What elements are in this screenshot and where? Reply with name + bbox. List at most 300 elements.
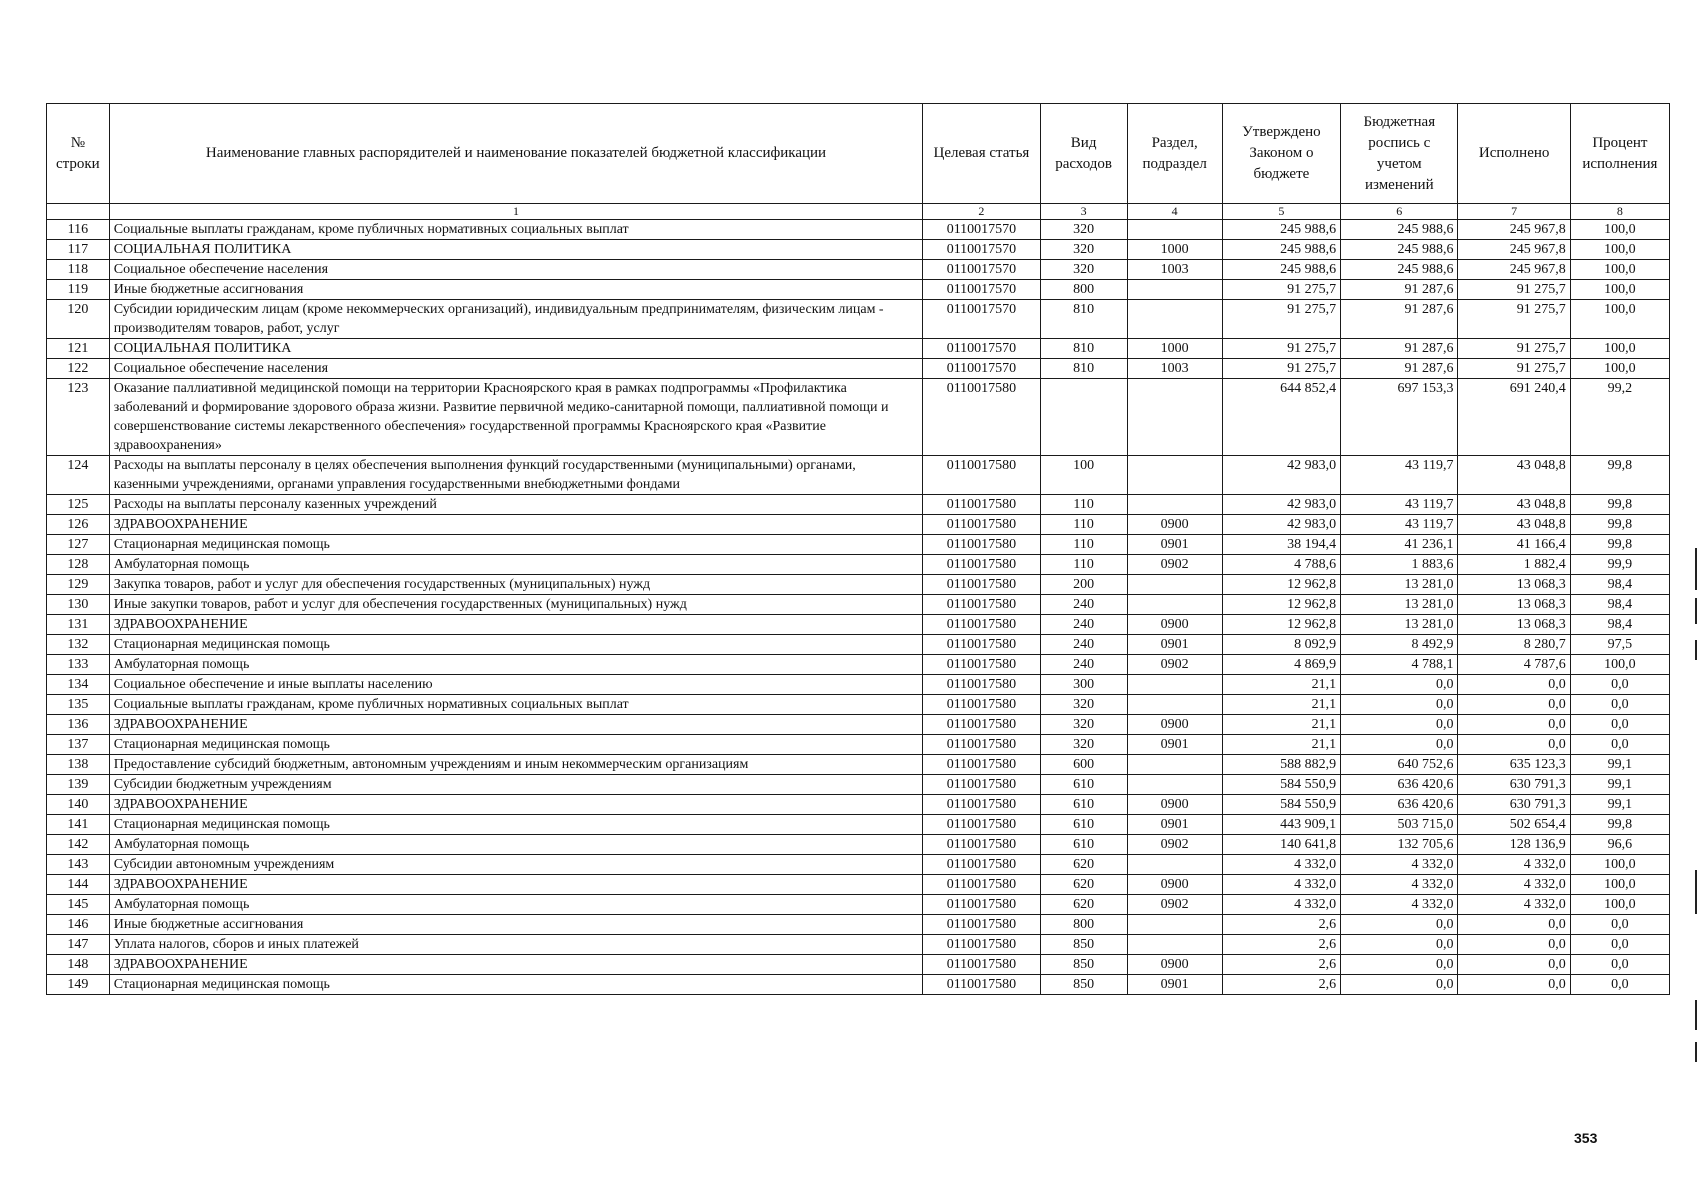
- row-section: 0900: [1127, 615, 1222, 635]
- row-number: 131: [47, 615, 110, 635]
- row-approved: 644 852,4: [1222, 379, 1340, 456]
- header-row-number: № строки: [47, 104, 110, 204]
- row-number: 138: [47, 755, 110, 775]
- row-name: Субсидии автономным учреждениям: [109, 855, 923, 875]
- row-target-article: 0110017580: [923, 875, 1040, 895]
- header-expense-type: Вид расходов: [1040, 104, 1127, 204]
- row-executed: 43 048,8: [1458, 495, 1570, 515]
- row-percent: 98,4: [1570, 595, 1669, 615]
- table-body: [47, 220, 1670, 995]
- row-executed: 13 068,3: [1458, 615, 1570, 635]
- row-target-article: 0110017580: [923, 775, 1040, 795]
- row-number: 135: [47, 695, 110, 715]
- row-target-article: 0110017580: [923, 955, 1040, 975]
- row-executed: 630 791,3: [1458, 795, 1570, 815]
- table-row: [47, 240, 1670, 260]
- row-approved: 2,6: [1222, 915, 1340, 935]
- row-target-article: 0110017580: [923, 695, 1040, 715]
- row-budget-schedule: 43 119,7: [1341, 456, 1458, 495]
- row-expense-type: 300: [1040, 675, 1127, 695]
- table-row: [47, 456, 1670, 495]
- row-number: 121: [47, 339, 110, 359]
- row-section: 0902: [1127, 655, 1222, 675]
- row-section: [1127, 755, 1222, 775]
- row-approved: 42 983,0: [1222, 456, 1340, 495]
- row-name: ЗДРАВООХРАНЕНИЕ: [109, 615, 923, 635]
- row-budget-schedule: 697 153,3: [1341, 379, 1458, 456]
- row-approved: 4 332,0: [1222, 855, 1340, 875]
- row-target-article: 0110017580: [923, 915, 1040, 935]
- budget-execution-table: [46, 103, 1670, 995]
- table-row: [47, 495, 1670, 515]
- row-executed: 13 068,3: [1458, 575, 1570, 595]
- row-executed: 245 967,8: [1458, 220, 1570, 240]
- row-approved: 588 882,9: [1222, 755, 1340, 775]
- row-target-article: 0110017580: [923, 495, 1040, 515]
- row-budget-schedule: 43 119,7: [1341, 495, 1458, 515]
- row-approved: 91 275,7: [1222, 359, 1340, 379]
- row-percent: 99,8: [1570, 535, 1669, 555]
- row-target-article: 0110017570: [923, 220, 1040, 240]
- table-row: [47, 775, 1670, 795]
- row-executed: 0,0: [1458, 935, 1570, 955]
- row-target-article: 0110017580: [923, 735, 1040, 755]
- table-row: [47, 955, 1670, 975]
- row-number: 128: [47, 555, 110, 575]
- row-budget-schedule: 132 705,6: [1341, 835, 1458, 855]
- row-executed: 128 136,9: [1458, 835, 1570, 855]
- row-name: Расходы на выплаты персоналу казенных учреждений: [109, 495, 923, 515]
- column-number: 6: [1341, 204, 1458, 220]
- row-target-article: 0110017570: [923, 339, 1040, 359]
- row-section: [1127, 695, 1222, 715]
- row-percent: 99,8: [1570, 495, 1669, 515]
- row-percent: 96,6: [1570, 835, 1669, 855]
- scan-edge-mark: [1695, 1000, 1697, 1030]
- row-percent: 100,0: [1570, 855, 1669, 875]
- row-percent: 99,1: [1570, 795, 1669, 815]
- table-row: [47, 535, 1670, 555]
- table-row: [47, 655, 1670, 675]
- row-expense-type: 320: [1040, 260, 1127, 280]
- row-percent: 100,0: [1570, 240, 1669, 260]
- table-row: [47, 595, 1670, 615]
- row-number: 142: [47, 835, 110, 855]
- row-number: 130: [47, 595, 110, 615]
- row-section: 1000: [1127, 339, 1222, 359]
- table-row: [47, 895, 1670, 915]
- row-name: Социальные выплаты гражданам, кроме публичных нормативных социальных выплат: [109, 695, 923, 715]
- row-number: 119: [47, 280, 110, 300]
- table-row: [47, 975, 1670, 995]
- row-expense-type: 610: [1040, 775, 1127, 795]
- row-executed: 91 275,7: [1458, 300, 1570, 339]
- row-name: Субсидии юридическим лицам (кроме некоммерческих организаций), индивидуальным предпринимателям, физическим лицам - производителям товаров, работ, услуг: [109, 300, 923, 339]
- row-number: 125: [47, 495, 110, 515]
- row-name: Стационарная медицинская помощь: [109, 975, 923, 995]
- table-header: [47, 104, 1670, 220]
- row-budget-schedule: 0,0: [1341, 975, 1458, 995]
- row-approved: 2,6: [1222, 975, 1340, 995]
- row-target-article: 0110017580: [923, 815, 1040, 835]
- scan-edge-mark: [1695, 1042, 1697, 1062]
- column-number: 7: [1458, 204, 1570, 220]
- row-name: Уплата налогов, сборов и иных платежей: [109, 935, 923, 955]
- table-row: [47, 755, 1670, 775]
- row-section: 0901: [1127, 975, 1222, 995]
- row-number: 145: [47, 895, 110, 915]
- header-percent: Процент исполнения: [1570, 104, 1669, 204]
- row-approved: 8 092,9: [1222, 635, 1340, 655]
- row-target-article: 0110017580: [923, 456, 1040, 495]
- row-number: 146: [47, 915, 110, 935]
- row-name: Амбулаторная помощь: [109, 655, 923, 675]
- row-executed: 91 275,7: [1458, 359, 1570, 379]
- row-percent: 100,0: [1570, 300, 1669, 339]
- row-name: Субсидии бюджетным учреждениям: [109, 775, 923, 795]
- row-percent: 0,0: [1570, 975, 1669, 995]
- row-name: Социальные выплаты гражданам, кроме публичных нормативных социальных выплат: [109, 220, 923, 240]
- row-section: [1127, 595, 1222, 615]
- row-target-article: 0110017580: [923, 615, 1040, 635]
- row-expense-type: 240: [1040, 595, 1127, 615]
- column-number: 5: [1222, 204, 1340, 220]
- row-name: ЗДРАВООХРАНЕНИЕ: [109, 875, 923, 895]
- row-target-article: 0110017580: [923, 715, 1040, 735]
- row-target-article: 0110017570: [923, 300, 1040, 339]
- table-row: [47, 675, 1670, 695]
- row-target-article: 0110017580: [923, 835, 1040, 855]
- header-executed: Исполнено: [1458, 104, 1570, 204]
- row-executed: 1 882,4: [1458, 555, 1570, 575]
- row-executed: 691 240,4: [1458, 379, 1570, 456]
- header-section: Раздел, подраздел: [1127, 104, 1222, 204]
- row-budget-schedule: 245 988,6: [1341, 260, 1458, 280]
- row-percent: 99,8: [1570, 815, 1669, 835]
- row-budget-schedule: 0,0: [1341, 915, 1458, 935]
- row-approved: 38 194,4: [1222, 535, 1340, 555]
- row-percent: 0,0: [1570, 715, 1669, 735]
- row-budget-schedule: 0,0: [1341, 935, 1458, 955]
- row-name: Предоставление субсидий бюджетным, автономным учреждениям и иным некоммерческим организациям: [109, 755, 923, 775]
- column-number: 2: [923, 204, 1040, 220]
- row-executed: 635 123,3: [1458, 755, 1570, 775]
- row-approved: 140 641,8: [1222, 835, 1340, 855]
- row-executed: 4 332,0: [1458, 855, 1570, 875]
- row-name: Оказание паллиативной медицинской помощи на территории Красноярского края в рамках подпрограммы «Профилактика заболеваний и формирование здорового образа жизни. Развитие первичной медико-санитарной помощи, паллиативной помощи и совершенствование системы лекарственного обеспечения» государственной программы Красноярского края «Развитие здравоохранения»: [109, 379, 923, 456]
- row-number: 136: [47, 715, 110, 735]
- row-executed: 13 068,3: [1458, 595, 1570, 615]
- row-approved: 42 983,0: [1222, 515, 1340, 535]
- row-budget-schedule: 0,0: [1341, 735, 1458, 755]
- row-percent: 99,2: [1570, 379, 1669, 456]
- row-budget-schedule: 13 281,0: [1341, 595, 1458, 615]
- row-section: [1127, 379, 1222, 456]
- row-executed: 43 048,8: [1458, 515, 1570, 535]
- row-expense-type: 240: [1040, 615, 1127, 635]
- row-percent: 100,0: [1570, 655, 1669, 675]
- row-name: Иные бюджетные ассигнования: [109, 280, 923, 300]
- row-name: Стационарная медицинская помощь: [109, 815, 923, 835]
- header-target-article: Целевая статья: [923, 104, 1040, 204]
- row-name: СОЦИАЛЬНАЯ ПОЛИТИКА: [109, 240, 923, 260]
- row-budget-schedule: 636 420,6: [1341, 795, 1458, 815]
- row-percent: 98,4: [1570, 575, 1669, 595]
- row-number: 137: [47, 735, 110, 755]
- row-budget-schedule: 245 988,6: [1341, 220, 1458, 240]
- row-budget-schedule: 0,0: [1341, 955, 1458, 975]
- row-target-article: 0110017580: [923, 795, 1040, 815]
- row-budget-schedule: 0,0: [1341, 675, 1458, 695]
- row-percent: 98,4: [1570, 615, 1669, 635]
- row-expense-type: 320: [1040, 715, 1127, 735]
- row-number: 141: [47, 815, 110, 835]
- row-name: Стационарная медицинская помощь: [109, 735, 923, 755]
- row-executed: 0,0: [1458, 715, 1570, 735]
- row-number: 117: [47, 240, 110, 260]
- row-expense-type: 100: [1040, 456, 1127, 495]
- row-section: [1127, 300, 1222, 339]
- row-percent: 0,0: [1570, 955, 1669, 975]
- row-approved: 12 962,8: [1222, 575, 1340, 595]
- row-executed: 0,0: [1458, 955, 1570, 975]
- row-percent: 0,0: [1570, 935, 1669, 955]
- row-target-article: 0110017580: [923, 515, 1040, 535]
- row-budget-schedule: 503 715,0: [1341, 815, 1458, 835]
- row-approved: 21,1: [1222, 695, 1340, 715]
- row-budget-schedule: 91 287,6: [1341, 300, 1458, 339]
- row-expense-type: 850: [1040, 975, 1127, 995]
- row-target-article: 0110017580: [923, 575, 1040, 595]
- row-approved: 245 988,6: [1222, 220, 1340, 240]
- header-name: Наименование главных распорядителей и наименование показателей бюджетной классификации: [109, 104, 923, 204]
- row-name: Социальное обеспечение населения: [109, 260, 923, 280]
- row-target-article: 0110017580: [923, 675, 1040, 695]
- row-approved: 584 550,9: [1222, 775, 1340, 795]
- row-section: 0900: [1127, 875, 1222, 895]
- row-approved: 4 332,0: [1222, 895, 1340, 915]
- row-percent: 0,0: [1570, 915, 1669, 935]
- row-expense-type: 240: [1040, 655, 1127, 675]
- row-approved: 21,1: [1222, 735, 1340, 755]
- row-name: Стационарная медицинская помощь: [109, 635, 923, 655]
- row-number: 140: [47, 795, 110, 815]
- row-approved: 4 869,9: [1222, 655, 1340, 675]
- table-row: [47, 515, 1670, 535]
- row-expense-type: 810: [1040, 339, 1127, 359]
- row-section: [1127, 935, 1222, 955]
- row-section: 1003: [1127, 260, 1222, 280]
- row-expense-type: 200: [1040, 575, 1127, 595]
- table-row: [47, 855, 1670, 875]
- row-approved: 21,1: [1222, 675, 1340, 695]
- row-name: Стационарная медицинская помощь: [109, 535, 923, 555]
- row-number: 147: [47, 935, 110, 955]
- row-number: 148: [47, 955, 110, 975]
- row-approved: 443 909,1: [1222, 815, 1340, 835]
- row-approved: 4 788,6: [1222, 555, 1340, 575]
- row-expense-type: 320: [1040, 735, 1127, 755]
- header-approved: Утверждено Законом о бюджете: [1222, 104, 1340, 204]
- row-name: СОЦИАЛЬНАЯ ПОЛИТИКА: [109, 339, 923, 359]
- row-section: [1127, 775, 1222, 795]
- row-executed: 0,0: [1458, 735, 1570, 755]
- row-percent: 97,5: [1570, 635, 1669, 655]
- row-target-article: 0110017580: [923, 895, 1040, 915]
- row-section: 0901: [1127, 635, 1222, 655]
- row-percent: 100,0: [1570, 260, 1669, 280]
- row-approved: 12 962,8: [1222, 595, 1340, 615]
- row-approved: 12 962,8: [1222, 615, 1340, 635]
- row-number: 139: [47, 775, 110, 795]
- row-expense-type: 800: [1040, 915, 1127, 935]
- column-number: 1: [109, 204, 923, 220]
- row-expense-type: 110: [1040, 495, 1127, 515]
- row-expense-type: 610: [1040, 835, 1127, 855]
- table-row: [47, 715, 1670, 735]
- row-budget-schedule: 1 883,6: [1341, 555, 1458, 575]
- table-row: [47, 735, 1670, 755]
- row-section: [1127, 280, 1222, 300]
- row-number: 143: [47, 855, 110, 875]
- row-target-article: 0110017580: [923, 635, 1040, 655]
- row-executed: 630 791,3: [1458, 775, 1570, 795]
- row-expense-type: 240: [1040, 635, 1127, 655]
- row-approved: 245 988,6: [1222, 240, 1340, 260]
- row-executed: 0,0: [1458, 675, 1570, 695]
- row-budget-schedule: 0,0: [1341, 715, 1458, 735]
- row-executed: 91 275,7: [1458, 339, 1570, 359]
- row-expense-type: 620: [1040, 855, 1127, 875]
- row-section: 0900: [1127, 515, 1222, 535]
- row-target-article: 0110017570: [923, 260, 1040, 280]
- scan-edge-mark: [1695, 548, 1697, 590]
- row-section: 0902: [1127, 895, 1222, 915]
- row-section: [1127, 220, 1222, 240]
- row-expense-type: 110: [1040, 535, 1127, 555]
- row-budget-schedule: 43 119,7: [1341, 515, 1458, 535]
- row-expense-type: 800: [1040, 280, 1127, 300]
- row-section: [1127, 495, 1222, 515]
- row-percent: 100,0: [1570, 895, 1669, 915]
- table-row: [47, 260, 1670, 280]
- row-number: 126: [47, 515, 110, 535]
- row-expense-type: [1040, 379, 1127, 456]
- table-row: [47, 815, 1670, 835]
- row-expense-type: 620: [1040, 895, 1127, 915]
- scan-edge-mark: [1695, 870, 1697, 914]
- row-executed: 4 332,0: [1458, 875, 1570, 895]
- row-expense-type: 850: [1040, 955, 1127, 975]
- row-section: 0900: [1127, 795, 1222, 815]
- row-target-article: 0110017580: [923, 379, 1040, 456]
- scan-edge-mark: [1695, 640, 1697, 660]
- row-executed: 91 275,7: [1458, 280, 1570, 300]
- row-approved: 2,6: [1222, 955, 1340, 975]
- row-number: 144: [47, 875, 110, 895]
- row-approved: 2,6: [1222, 935, 1340, 955]
- row-target-article: 0110017580: [923, 655, 1040, 675]
- row-section: [1127, 855, 1222, 875]
- row-number: 134: [47, 675, 110, 695]
- table-row: [47, 280, 1670, 300]
- row-expense-type: 610: [1040, 795, 1127, 815]
- table-row: [47, 359, 1670, 379]
- row-expense-type: 110: [1040, 555, 1127, 575]
- row-percent: 100,0: [1570, 359, 1669, 379]
- row-number: 132: [47, 635, 110, 655]
- table-row: [47, 835, 1670, 855]
- row-executed: 41 166,4: [1458, 535, 1570, 555]
- row-executed: 43 048,8: [1458, 456, 1570, 495]
- column-number: 8: [1570, 204, 1669, 220]
- row-approved: 245 988,6: [1222, 260, 1340, 280]
- row-executed: 502 654,4: [1458, 815, 1570, 835]
- scan-edge-mark: [1695, 598, 1697, 624]
- row-name: ЗДРАВООХРАНЕНИЕ: [109, 795, 923, 815]
- row-executed: 0,0: [1458, 975, 1570, 995]
- row-percent: 100,0: [1570, 280, 1669, 300]
- row-percent: 0,0: [1570, 695, 1669, 715]
- row-approved: 42 983,0: [1222, 495, 1340, 515]
- row-percent: 99,8: [1570, 515, 1669, 535]
- row-expense-type: 110: [1040, 515, 1127, 535]
- table-row: [47, 795, 1670, 815]
- row-target-article: 0110017580: [923, 535, 1040, 555]
- row-section: 0900: [1127, 955, 1222, 975]
- row-executed: 0,0: [1458, 915, 1570, 935]
- column-number: 4: [1127, 204, 1222, 220]
- row-target-article: 0110017570: [923, 240, 1040, 260]
- row-number: 127: [47, 535, 110, 555]
- table-row: [47, 695, 1670, 715]
- table-row: [47, 339, 1670, 359]
- row-name: Иные бюджетные ассигнования: [109, 915, 923, 935]
- row-name: ЗДРАВООХРАНЕНИЕ: [109, 715, 923, 735]
- table-row: [47, 875, 1670, 895]
- row-executed: 4 787,6: [1458, 655, 1570, 675]
- row-percent: 0,0: [1570, 675, 1669, 695]
- row-section: 1003: [1127, 359, 1222, 379]
- row-percent: 99,8: [1570, 456, 1669, 495]
- row-number: 133: [47, 655, 110, 675]
- row-section: 0901: [1127, 815, 1222, 835]
- row-approved: 21,1: [1222, 715, 1340, 735]
- row-percent: 99,1: [1570, 755, 1669, 775]
- row-percent: 100,0: [1570, 220, 1669, 240]
- row-number: 124: [47, 456, 110, 495]
- row-approved: 91 275,7: [1222, 280, 1340, 300]
- row-expense-type: 610: [1040, 815, 1127, 835]
- row-target-article: 0110017580: [923, 595, 1040, 615]
- row-name: ЗДРАВООХРАНЕНИЕ: [109, 515, 923, 535]
- table-row: [47, 220, 1670, 240]
- row-expense-type: 810: [1040, 300, 1127, 339]
- row-name: ЗДРАВООХРАНЕНИЕ: [109, 955, 923, 975]
- row-section: [1127, 675, 1222, 695]
- row-section: 0901: [1127, 735, 1222, 755]
- row-target-article: 0110017580: [923, 755, 1040, 775]
- row-executed: 0,0: [1458, 695, 1570, 715]
- row-percent: 100,0: [1570, 339, 1669, 359]
- row-executed: 4 332,0: [1458, 895, 1570, 915]
- table-row: [47, 379, 1670, 456]
- row-percent: 0,0: [1570, 735, 1669, 755]
- column-number: 3: [1040, 204, 1127, 220]
- row-section: [1127, 575, 1222, 595]
- table-row: [47, 615, 1670, 635]
- row-percent: 100,0: [1570, 875, 1669, 895]
